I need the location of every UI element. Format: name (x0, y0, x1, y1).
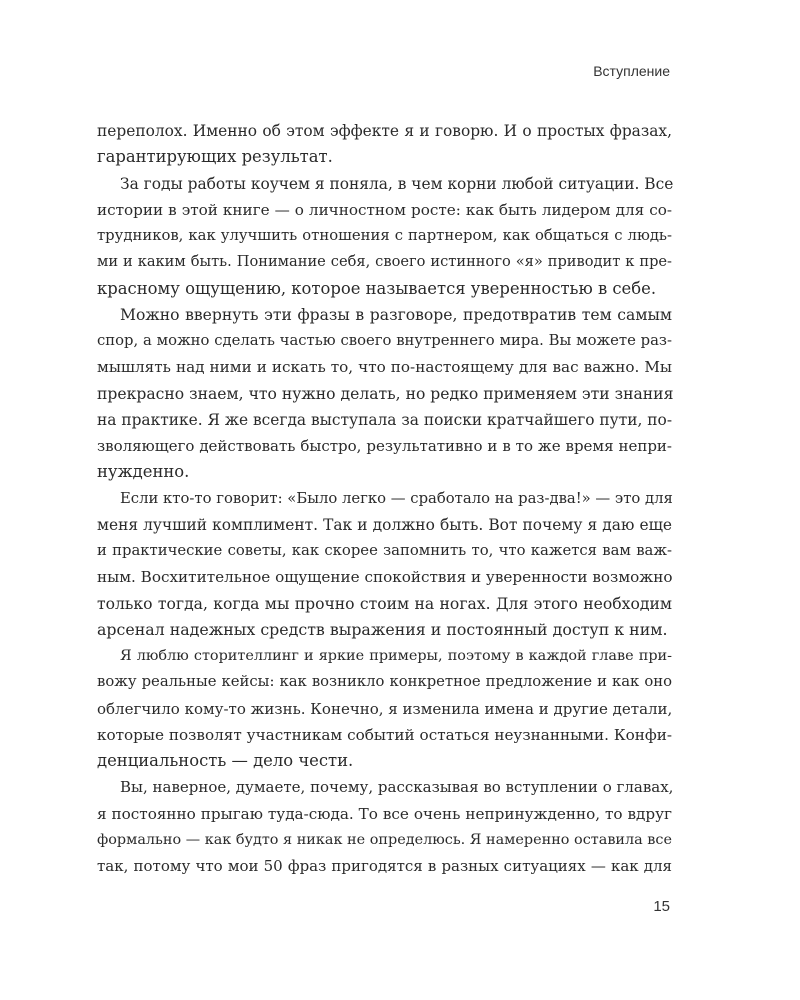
text-line: мышлять над ними и искать то, что по-настоящему для вас важно. Мы (97, 358, 672, 377)
text-line: формально — как будто я никак не определюсь. Я намеренно оставила все (97, 831, 672, 848)
page-number: 15 (653, 898, 670, 915)
text-line: спор, а можно сделать частью своего внутреннего мира. Вы можете раз- (97, 332, 672, 349)
text-line: Вы, наверное, думаете, почему, рассказывая во вступлении о главах, (120, 778, 674, 797)
text-line: на практике. Я же всегда выступала за поиски кратчайшего пути, по- (97, 410, 673, 429)
text-line: истории в этой книге — о личностном росте: как быть лидером для со- (97, 200, 672, 219)
text-line: только тогда, когда мы прочно стоим на ногах. Для этого необходим (97, 594, 672, 613)
text-line: и практические советы, как скорее запомнить то, что кажется вам важ- (97, 542, 672, 559)
text-line: красному ощущению, которое называется уверенностью в себе. (97, 278, 657, 298)
text-line: ми и каким быть. Понимание себя, своего истинного «я» приводит к пре- (97, 253, 672, 271)
text-line: гарантирующих результат. (97, 147, 333, 167)
running-header: Вступление (593, 63, 670, 79)
text-line: трудников, как улучшить отношения с партнером, как общаться с людь- (97, 227, 672, 244)
text-line: зволяющего действовать быстро, результативно и в то же время непри- (97, 437, 672, 455)
text-line: так, потому что мои 50 фраз пригодятся в разных ситуациях — как для (97, 857, 672, 875)
text-line: переполох. Именно об этом эффекте я и говорю. И о простых фразах, (97, 122, 672, 140)
text-line: вожу реальные кейсы: как возникло конкретное предложение и как оно (97, 673, 672, 691)
text-line: нужденно. (97, 462, 190, 482)
text-line: меня лучший комплимент. Так и должно быть. Вот почему я даю еще (97, 515, 672, 534)
text-line: прекрасно знаем, что нужно делать, но редко применяем эти знания (97, 384, 674, 403)
text-line: ным. Восхитительное ощущение спокойствия и уверенности возможно (97, 568, 673, 587)
text-line: Если кто-то говорит: «Было легко — сработало на раз-два!» — это для (120, 489, 673, 507)
text-line: которые позволят участникам событий остаться неузнанными. Конфи- (97, 725, 672, 744)
text-line: За годы работы коучем я поняла, в чем корни любой ситуации. Все (120, 174, 674, 193)
text-line: арсенал надежных средств выражения и постоянный доступ к ним. (97, 619, 668, 639)
text-line: Можно ввернуть эти фразы в разговоре, предотвратив тем самым (120, 305, 672, 324)
text-line: денциальность — дело чести. (97, 751, 354, 770)
page-body-text (97, 118, 672, 879)
text-line: я постоянно прыгаю туда-сюда. То все очень непринужденно, то вдруг (97, 804, 672, 823)
text-line: Я люблю сторителлинг и яркие примеры, поэтому в каждой главе при- (120, 648, 672, 664)
text-line: облегчило кому-то жизнь. Конечно, я изменила имена и другие детали, (97, 699, 673, 718)
